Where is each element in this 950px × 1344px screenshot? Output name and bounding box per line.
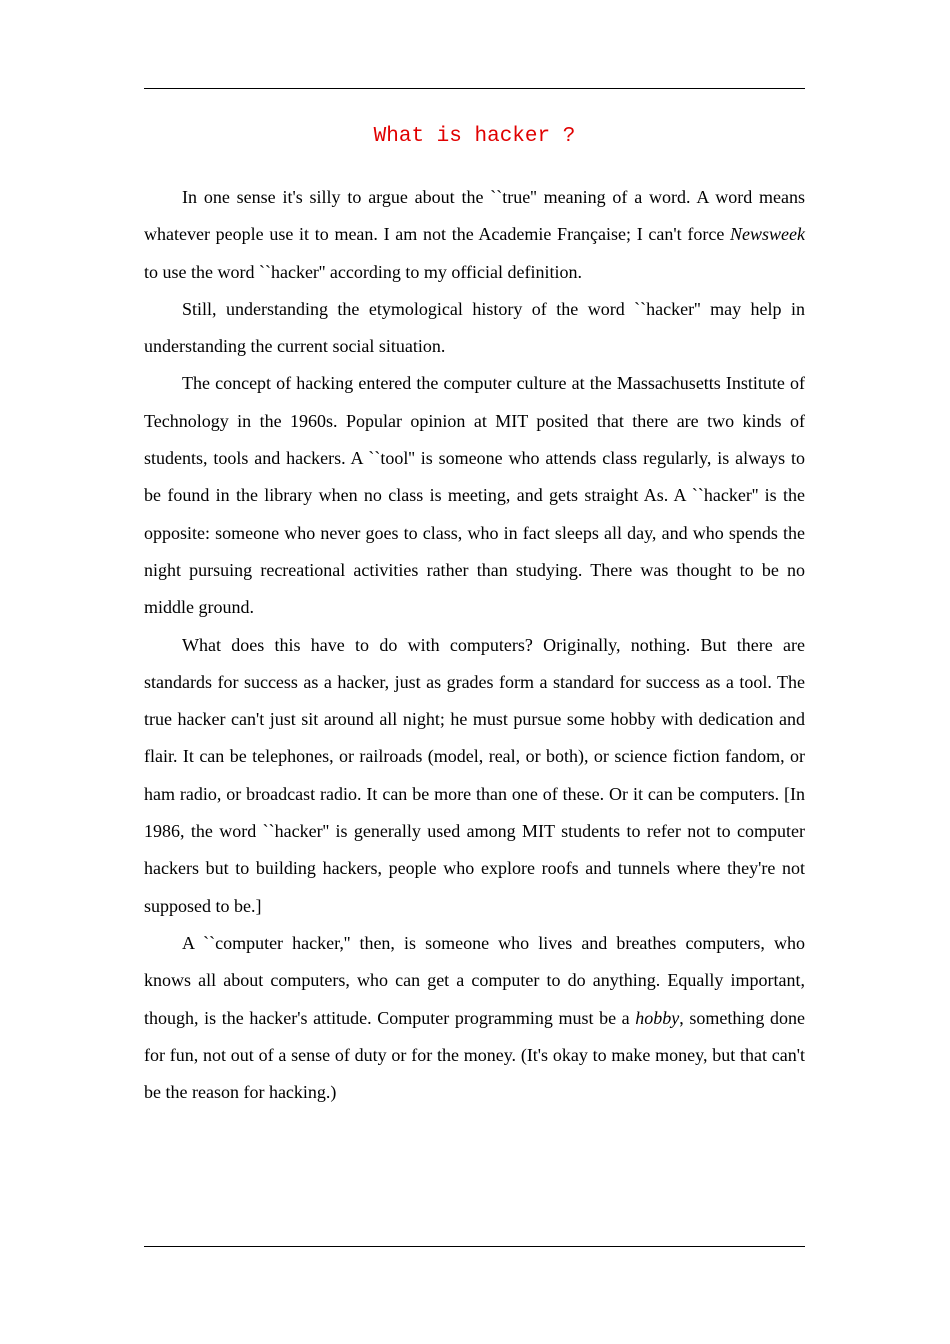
paragraph-3 (144, 365, 805, 626)
article-body (144, 179, 805, 1111)
paragraph-2 (144, 291, 805, 366)
page-title: What is hacker ? (373, 125, 576, 148)
paragraph-1-text-1: In one sense it's silly to argue about the ``true'' meaning of a word. A word means whatever people use it to mean. I am not the Academie Française; I can't force (144, 187, 805, 245)
header-rule (144, 88, 805, 89)
paragraph-3-text: The concept of hacking entered the computer culture at the Massachusetts Institute of Technology in the 1960s. Popular opinion at MIT posited that there are two kinds of students, tools and hackers. A ``tool'' is someone who attends class regularly, is always to be found in the library when no class is meeting, and gets straight As. A ``hacker'' is the opposite: someone who never goes to class, who in fact sleeps all day, and who spends the night pursuing recreational activities rather than studying. There was thought to be no middle ground. (144, 373, 805, 618)
newsweek-emphasis: Newsweek (730, 224, 805, 245)
paragraph-1-text-2: to use the word ``hacker'' according to my official definition. (144, 261, 583, 282)
paragraph-4 (144, 627, 805, 925)
hobby-emphasis: hobby (635, 1007, 680, 1028)
paragraph-2-text: Still, understanding the etymological history of the word ``hacker'' may help in understanding the current social situation. (144, 298, 805, 357)
paragraph-4-text: What does this have to do with computers? Originally, nothing. But there are standards for success as a hacker, just as grades form a standard for success as a tool. The true hacker can't just sit around all night; he must pursue some hobby with dedication and flair. It can be telephones, or railroads (model, real, or both), or science fiction fandom, or ham radio, or broadcast radio. It can be more than one of these. Or it can be computers. [In 1986, the word ``hacker'' is generally used among MIT students to refer not to computer hackers but to building hackers, people who explore roofs and tunnels where they're not supposed to be.] (144, 634, 805, 916)
paragraph-5 (144, 925, 805, 1111)
paragraph-5-text-1: A ``computer hacker,'' then, is someone who lives and breathes computers, who knows all about computers, who can get a computer to do anything. Equally important, though, is the hacker's attitude. Computer programming must be a (144, 932, 805, 1028)
paragraph-5-text-2: , something done for fun, not out of a sense of duty or for the money. (It's okay to make money, but that can't be the reason for hacking.) (144, 1007, 805, 1103)
footer-rule (144, 1246, 805, 1247)
paragraph-1 (144, 179, 805, 291)
